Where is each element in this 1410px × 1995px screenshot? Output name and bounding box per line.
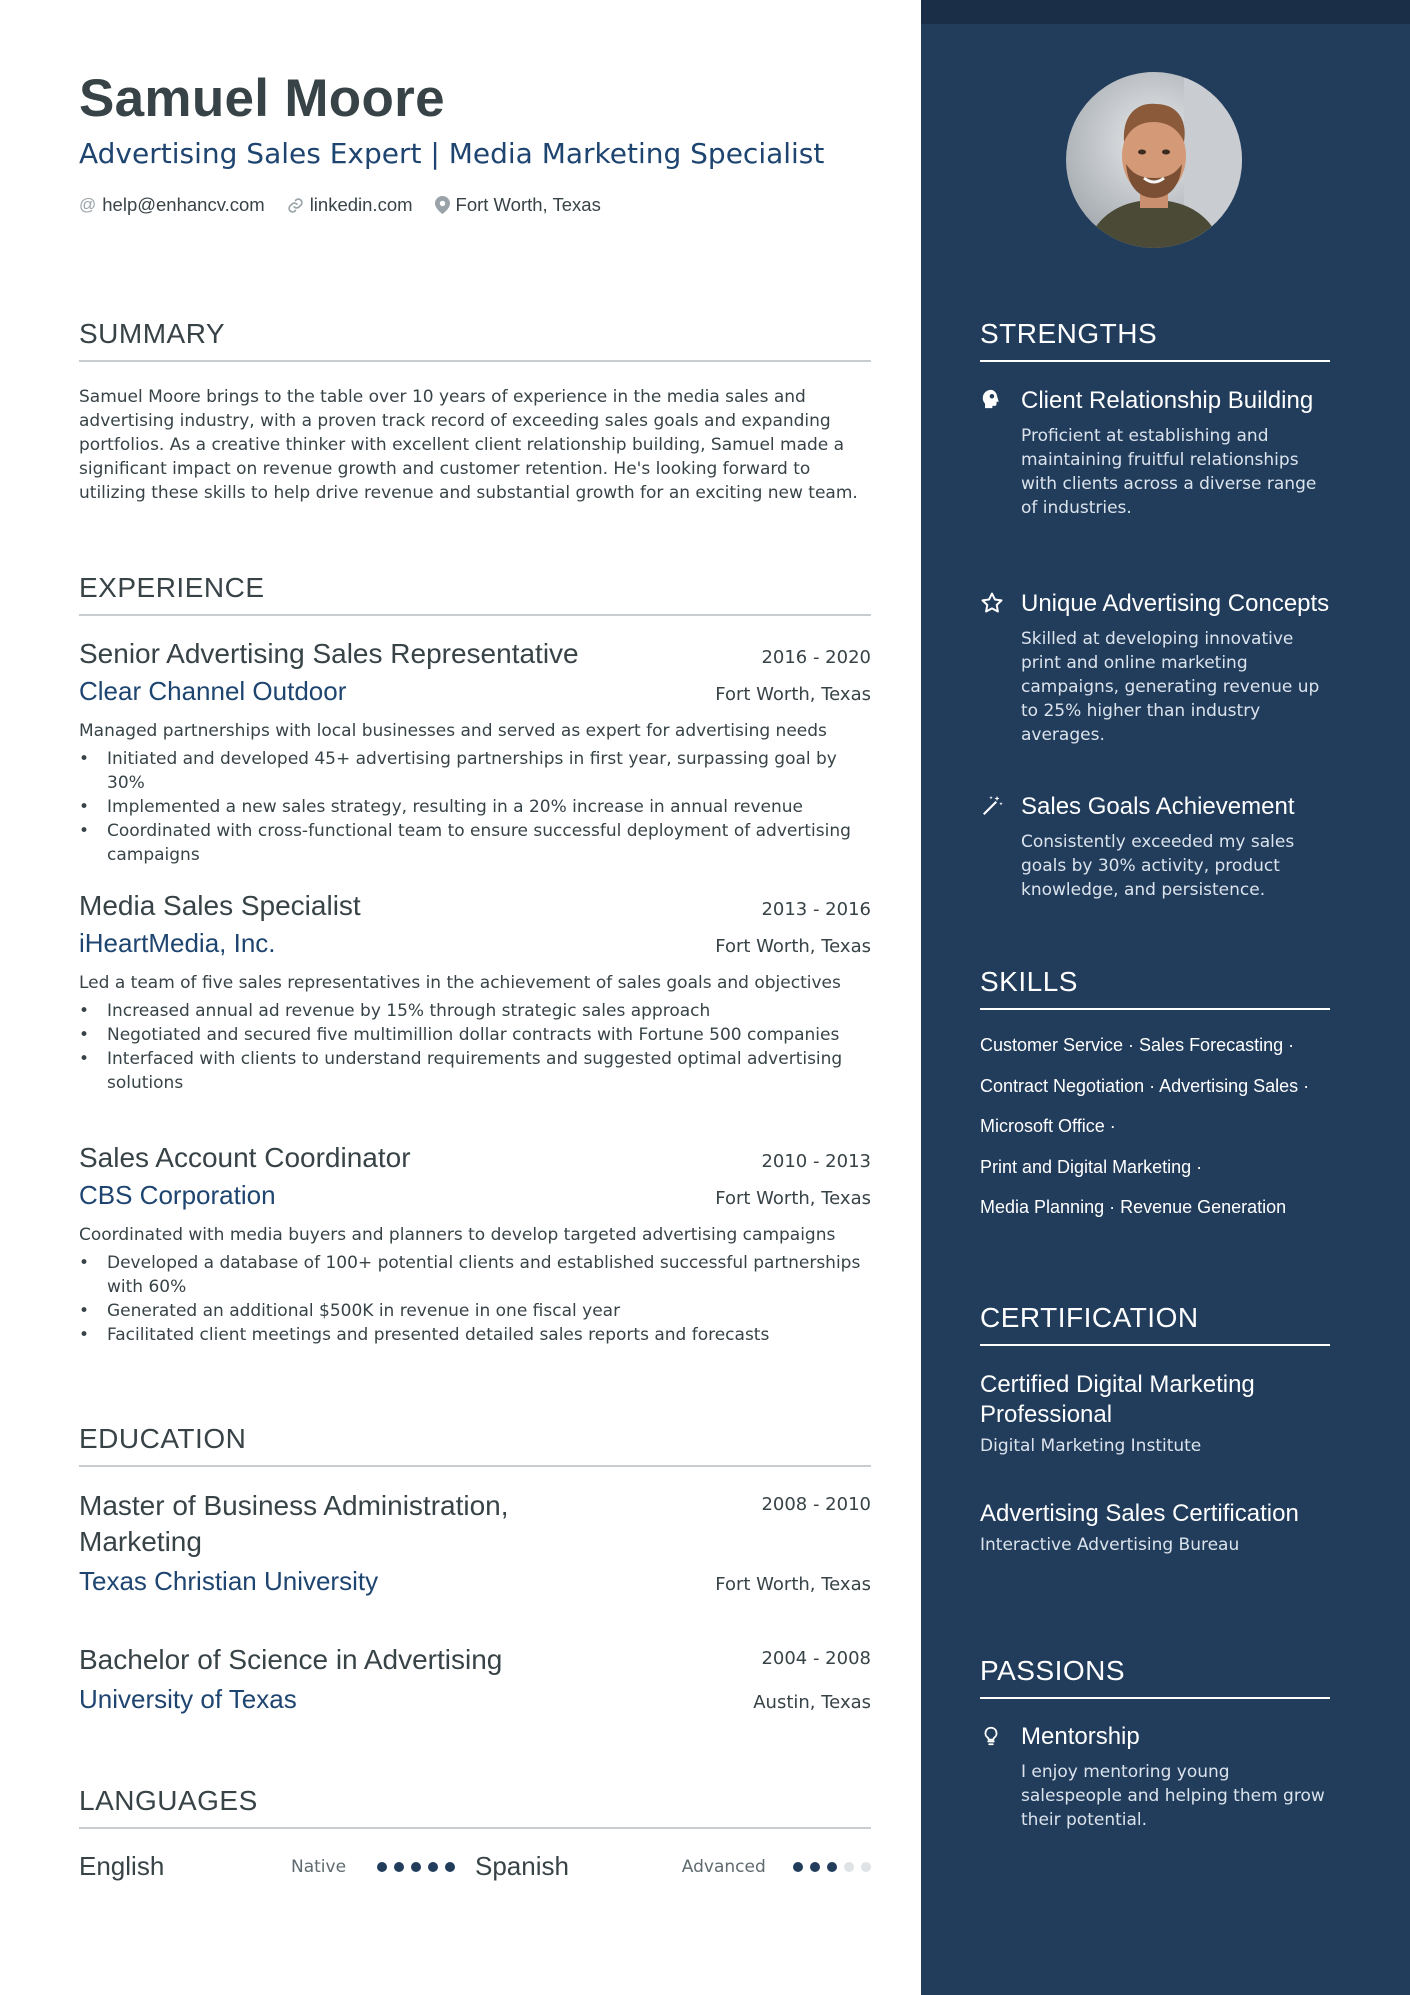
skill-line: Print and Digital Marketing · bbox=[980, 1156, 1203, 1177]
job-bullets bbox=[79, 747, 871, 867]
passion-description: I enjoy mentoring young salespeople and helping them grow their potential. bbox=[1021, 1762, 1325, 1830]
certification-item bbox=[980, 1499, 1331, 1555]
bullet-item: • Initiated and developed 45+ advertising partnerships in first year, surpassing goal by 30% bbox=[79, 747, 871, 795]
rating-dot-filled bbox=[445, 1862, 455, 1872]
job-location: Fort Worth, Texas bbox=[715, 684, 871, 705]
job-dates: 2013 - 2016 bbox=[761, 899, 871, 920]
language-name: English bbox=[79, 1851, 165, 1881]
job-dates: 2016 - 2020 bbox=[761, 647, 871, 668]
education-heading: EDUCATION bbox=[79, 1423, 871, 1467]
bullet-item: • Developed a database of 100+ potential clients and established successful partnerships with 60% bbox=[79, 1251, 871, 1299]
strength-item bbox=[980, 589, 1331, 747]
language-level: Advanced bbox=[681, 1856, 766, 1877]
strength-title: Sales Goals Achievement bbox=[1021, 793, 1295, 820]
rating-dot-filled bbox=[428, 1862, 438, 1872]
brain-icon bbox=[980, 388, 1004, 412]
rating-dot-filled bbox=[411, 1862, 421, 1872]
contact-linkedin-text: linkedin.com bbox=[309, 194, 413, 215]
passion-title: Mentorship bbox=[1021, 1723, 1140, 1750]
link-icon bbox=[287, 197, 304, 214]
skill-line: Microsoft Office · bbox=[980, 1116, 1116, 1136]
skills-list bbox=[980, 1030, 1331, 1233]
contact-email[interactable] bbox=[79, 194, 265, 216]
job-description: Managed partnerships with local businesses and served as expert for advertising needs bbox=[79, 721, 827, 741]
bullet-item: • Negotiated and secured five multimillion dollar contracts with Fortune 500 companies bbox=[79, 1023, 871, 1047]
certification-item bbox=[980, 1370, 1331, 1456]
certification-issuer: Digital Marketing Institute bbox=[980, 1436, 1202, 1456]
education-entry bbox=[79, 1642, 871, 1715]
sidebar bbox=[921, 0, 1410, 1995]
job-dates: 2010 - 2013 bbox=[761, 1151, 871, 1172]
skill-line: Media Planning · Revenue Generation bbox=[980, 1197, 1287, 1217]
job-bullets bbox=[79, 999, 871, 1095]
company-name: Clear Channel Outdoor bbox=[79, 676, 347, 706]
education-entry bbox=[79, 1488, 871, 1597]
candidate-name: Samuel Moore bbox=[79, 69, 445, 128]
job-title: Sales Account Coordinator bbox=[79, 1142, 411, 1173]
language-item bbox=[79, 1851, 475, 1882]
language-level: Native bbox=[291, 1856, 347, 1877]
strength-description: Skilled at developing innovative print and online marketing campaigns, generating revenue up to 25% higher than industry averages. bbox=[1021, 629, 1320, 745]
contact-email-text: help@enhancv.com bbox=[102, 194, 265, 215]
profile-photo bbox=[1066, 72, 1242, 248]
experience-entry bbox=[79, 638, 871, 867]
skills-heading: SKILLS bbox=[980, 966, 1330, 1010]
rating-dot-filled bbox=[394, 1862, 404, 1872]
certification-title: Advertising Sales Certification bbox=[980, 1500, 1299, 1527]
rating-dot-empty bbox=[844, 1862, 854, 1872]
bullet-item: • Generated an additional $500K in revenue in one fiscal year bbox=[79, 1299, 871, 1323]
magic-wand-icon bbox=[980, 794, 1004, 818]
job-location: Fort Worth, Texas bbox=[715, 1188, 871, 1209]
experience-entry bbox=[79, 890, 871, 1095]
strength-item bbox=[980, 792, 1331, 902]
candidate-title: Advertising Sales Expert | Media Marketing Specialist bbox=[79, 137, 825, 170]
company-name: iHeartMedia, Inc. bbox=[79, 928, 276, 958]
lightbulb-icon bbox=[980, 1724, 1004, 1748]
strength-item bbox=[980, 386, 1331, 520]
job-description: Coordinated with media buyers and planners to develop targeted advertising campaigns bbox=[79, 1225, 836, 1245]
bullet-item: • Interfaced with clients to understand requirements and suggested optimal advertising solutions bbox=[79, 1047, 871, 1095]
language-item bbox=[475, 1851, 871, 1882]
contact-location-text: Fort Worth, Texas bbox=[455, 194, 601, 215]
rating-dot-filled bbox=[810, 1862, 820, 1872]
strength-description: Proficient at establishing and maintaining fruitful relationships with clients across a diverse range of industries. bbox=[1021, 426, 1317, 518]
job-title: Media Sales Specialist bbox=[79, 890, 361, 921]
bullet-item: • Facilitated client meetings and presented detailed sales reports and forecasts bbox=[79, 1323, 871, 1347]
degree-dates: 2008 - 2010 bbox=[761, 1494, 871, 1515]
degree-dates: 2004 - 2008 bbox=[761, 1648, 871, 1669]
language-name: Spanish bbox=[475, 1851, 569, 1881]
school-location: Austin, Texas bbox=[753, 1692, 871, 1713]
rating-dot-filled bbox=[793, 1862, 803, 1872]
language-rating bbox=[377, 1862, 455, 1872]
school-location: Fort Worth, Texas bbox=[715, 1574, 871, 1595]
summary-heading: SUMMARY bbox=[79, 318, 871, 362]
language-list bbox=[79, 1851, 871, 1882]
job-location: Fort Worth, Texas bbox=[715, 936, 871, 957]
bullet-item: • Increased annual ad revenue by 15% through strategic sales approach bbox=[79, 999, 871, 1023]
rating-dot-empty bbox=[861, 1862, 871, 1872]
school-name: University of Texas bbox=[79, 1684, 297, 1714]
experience-heading: EXPERIENCE bbox=[79, 572, 871, 616]
rating-dot-filled bbox=[827, 1862, 837, 1872]
bullet-item: • Coordinated with cross-functional team to ensure successful deployment of advertising campaigns bbox=[79, 819, 871, 867]
degree-title: Bachelor of Science in Advertising bbox=[79, 1644, 503, 1675]
skill-line: Customer Service · Sales Forecasting · bbox=[980, 1035, 1295, 1055]
company-name: CBS Corporation bbox=[79, 1180, 276, 1210]
sidebar-top-strip bbox=[921, 0, 1410, 24]
strength-title: Unique Advertising Concepts bbox=[1021, 590, 1330, 617]
job-description: Led a team of five sales representatives in the achievement of sales goals and objectives bbox=[79, 973, 841, 993]
at-icon: @ bbox=[79, 195, 97, 214]
summary-text: Samuel Moore brings to the table over 10 years of experience in the media sales and advertising industry, with a proven track record of exceeding sales goals and expanding portfolios. As a creative thinker with excellent client relationship building, Samuel made a significant impact on revenue growth and customer retention. He's looking forward to utilizing these skills to help drive revenue and substantial growth for an exciting new team. bbox=[79, 387, 858, 503]
certification-title: Certified Digital Marketing Professional bbox=[980, 1371, 1255, 1428]
skill-line: Contract Negotiation · Advertising Sales · bbox=[980, 1075, 1310, 1096]
bullet-item: • Implemented a new sales strategy, resulting in a 20% increase in annual revenue bbox=[79, 795, 871, 819]
certification-issuer: Interactive Advertising Bureau bbox=[980, 1535, 1240, 1555]
job-title: Senior Advertising Sales Representative bbox=[79, 638, 579, 669]
contact-location bbox=[435, 194, 601, 216]
certification-heading: CERTIFICATION bbox=[980, 1302, 1330, 1346]
star-icon bbox=[980, 591, 1004, 615]
rating-dot-filled bbox=[377, 1862, 387, 1872]
degree-title: Master of Business Administration, Marketing bbox=[79, 1490, 509, 1557]
passion-item bbox=[980, 1722, 1331, 1832]
passions-heading: PASSIONS bbox=[980, 1655, 1330, 1699]
strength-description: Consistently exceeded my sales goals by 30% activity, product knowledge, and persistence. bbox=[1021, 832, 1295, 900]
strengths-heading: STRENGTHS bbox=[980, 318, 1330, 362]
experience-entry bbox=[79, 1142, 871, 1347]
job-bullets bbox=[79, 1251, 871, 1347]
contact-list bbox=[79, 194, 601, 216]
location-pin-icon bbox=[435, 196, 450, 214]
languages-heading: LANGUAGES bbox=[79, 1785, 871, 1829]
language-rating bbox=[793, 1862, 871, 1872]
school-name: Texas Christian University bbox=[79, 1566, 379, 1596]
strength-title: Client Relationship Building bbox=[1021, 387, 1314, 414]
contact-linkedin[interactable] bbox=[287, 194, 413, 216]
